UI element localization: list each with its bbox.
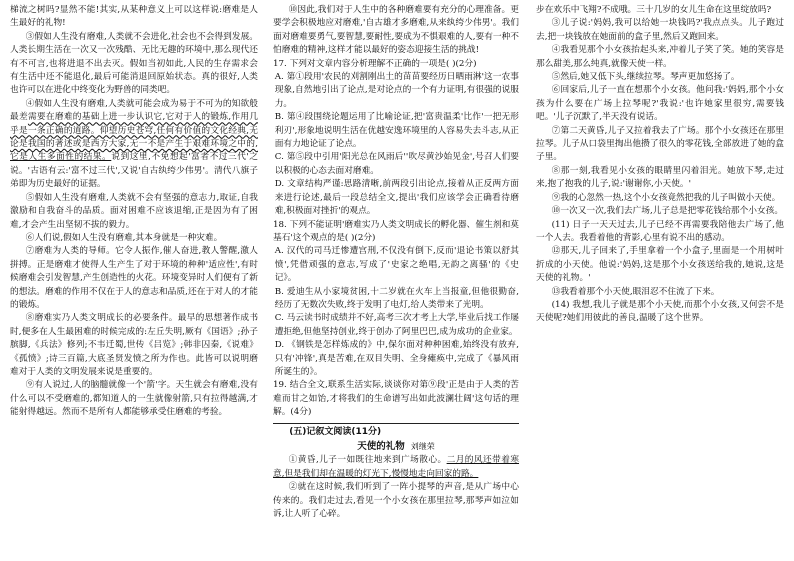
paragraph: ⑥人们说,假如人生没有磨难,其本身就是一种灾难。 <box>25 232 223 243</box>
option-a: A. 汉代的司马迁惨遭宫刑,不仅没有倒下,反而'退论书策以舒其愤',凭借顽强的意志,写成了'史家之绝唱,无韵之离骚'的《史记》。 <box>274 246 519 284</box>
paragraph: 步在欢乐中飞翔?不成哦。三十几岁的女儿生命在这里绽放吗? <box>536 5 772 15</box>
paragraph: 梯流之树吗?显然不能!其实,从某种意义上可以这样说:磨难是人生最好的礼物! <box>10 5 258 29</box>
column-middle <box>273 4 519 521</box>
section-heading: (五)记叙文阅读(11分) <box>289 426 382 437</box>
paragraph: ②就在这时候,我们听到了一阵小提琴的声音,是从广场中心传来的。我们走过去,看见一个小女孩在那里拉琴,那琴声如泣如诉,让人听了心碎。 <box>273 482 519 520</box>
underlined-text: 但是我们却在温暖的灯光下,慢慢地走向回家的路。 <box>284 468 479 479</box>
text: 说到这里,不免想起'富者不过三代'之说。'古语有云:'富不过三代',又说'自古纨绔少伟男'。清代八旗子弟即为历史最好的证据。 <box>10 152 258 190</box>
paragraph: ⑧磨难实乃人类文明成长的必要条件。最早的思想著作成书时,便多在人生最困难的时候完成的:左丘失明,厥有《国语》;孙子膑脚,《兵法》修列;不韦迁蜀,世传《吕览》;韩非囚秦,《说难》《孤愤》;诗三百篇,大底圣贤发愤之所为作也。此皆可以说明磨难对于人类的文明发展来说是重要的。 <box>10 313 258 377</box>
column-left <box>10 4 258 420</box>
paragraph: (11) 日子一天天过去,儿子已经不再需要我陪他去广场了,他一个人去。我看着他的背影,心里有说不出的感动。 <box>536 219 784 243</box>
question-19: 19. 结合全文,联系生活实际,谈谈你对第⑨段'正是由于人类的苦难而甘之如饴,才将我们的生命谱写出如此波澜壮阔'这句话的理解。(4分) <box>273 380 519 418</box>
paragraph: ⑨我的心忽然一热,这个小女孩竟然把我的儿子叫做小天使。 <box>551 192 781 203</box>
option-c: C. 第⑤段中引用'阳光总在风雨后''吹尽黄沙始见金',号召人们要以积极的心态去面对磨难。 <box>274 152 519 176</box>
underlined-text: 二月的风还带着寒意, <box>273 455 520 479</box>
underlined-text: 需要在磨难的基础上进一步认识它,它对于人的锻炼,作用几乎是一条正确的道路。仰望历史苍穹,任何有价值的文化经典,无论是我国的著述或是西方大家,无一不是产生于艰难环境之中的, <box>10 112 259 150</box>
title-text: 天使的礼物 <box>357 441 405 452</box>
paragraph <box>10 98 258 192</box>
paragraph: ⑤然后,她又低下头,继续拉琴。琴声更加悠扬了。 <box>551 72 740 83</box>
option-c: C. 马云读书时成绩并不好,高考三次才考上大学,毕业后找工作屡遭拒绝,但他坚持创业,终于创办了阿里巴巴,成为成功的企业家。 <box>274 313 519 337</box>
option-a: A. 第①段用'农民的刈割刚出土的苗苗要经历日晒雨淋'这一农事现象,自然地引出了论点,是对论点的一个有力证明,有很强的说服力。 <box>274 72 519 109</box>
paragraph: ⑬我看着那个小天使,眼泪忍不住流了下来。 <box>551 286 720 297</box>
story-title <box>273 440 519 453</box>
paragraph: ⑫那天,儿子回来了,手里拿着一个小盒子,里面是一个用树叶折成的小天使。他说:'妈妈,这是那个小女孩送给我的,她说,这是天使的礼物。' <box>536 246 784 284</box>
paragraph <box>273 454 519 481</box>
paragraph: ⑤假如人生没有磨难,人类就不会有坚强的意志力,取证,自我激励和自我奋斗的品质。面对困难不应该退缩,正是因为有了困难,才会产生出坚韧不拔的毅力。 <box>10 192 258 230</box>
option-d: D. 文章结构严谨:思路清晰,前两段引出论点,接着从正反两方面来进行论述,最后一段总结全文,提出'我们应该学会正确看待磨难,积极面对挫折'的观点。 <box>274 179 519 217</box>
option-d: D. 《钢铁是怎样炼成的》中,保尔面对种种困难,始终没有放弃,只有'冲锋',真是苦难,在双目失明、全身瘫痪中,完成了《暴风雨所诞生的》。 <box>274 340 519 377</box>
paragraph: ⑦第二天黄昏,儿子又拉着我去了广场。那个小女孩还在那里拉琴。儿子从口袋里掏出他攒了很久的零花钱,全部放进了她的盒子里。 <box>536 125 784 163</box>
paragraph: ⑧那一刻,我看见小女孩的眼睛里闪着泪光。她放下琴,走过来,抱了抱我的儿子,说:'谢谢你,小天使。' <box>536 165 784 190</box>
paragraph: ⑩一次又一次,我们去广场,儿子总是把零花钱给那个小女孩。 <box>551 206 784 217</box>
paragraph: ⑩因此,我们对于人生中的各种磨难要有充分的心理准备。更要学会积极地应对磨难,'自古雄才多磨难,从来纨绔少伟男'。我们面对磨难要勇气,要智慧,要耐性,要成为不惧艰难的人,要有一种不怕磨难的精神,这样才能以最好的姿态迎接生活的挑战! <box>273 5 519 56</box>
text: ④假如人生没有磨难,人类就可能会成为易于不可为的知欲般最差 <box>10 98 258 123</box>
paragraph: ⑨有人说过,人的脑髓就像一个'箭'字。天生就会有磨难,没有什么可以不受磨难的,都知道人的一生就像射箭,只有拉得越满,才能射得越远。然而不是所有人都能够承受住磨难的考验。 <box>10 380 258 418</box>
text: ①黄昏,儿子一如既往地来到广场散心。 <box>288 455 447 466</box>
section-divider <box>273 423 519 424</box>
question-17: 17. 下列对文章内容分析理解不正确的一项是( )(2分) <box>273 58 477 69</box>
column-right <box>536 4 784 326</box>
option-b: B. 第④段围绕论题运用了比喻论证,把'富贵温柔'比作'一把无形利刃',形象地说明生活在优越安逸环境里的人容易失去斗志,从正面有力地论证了论点。 <box>274 112 519 150</box>
paragraph: ③儿子说:'妈妈,我可以给她一块钱吗?'我点点头。儿子跑过去,把一块钱放在她面前的盒子里,然后又跑回来。 <box>536 18 784 42</box>
paragraph: (14) 我想,我儿子就是那个小天使,而那个小女孩,又何尝不是天使呢?她们用彼此的善良,温暖了这个世界。 <box>536 299 784 324</box>
underlined-text: 它是人生多面性的结果。 <box>10 152 112 163</box>
paragraph: ⑦磨难为人类的导师。它令人振作,催人奋进,教人警醒,激人拼搏。正是磨难才使得人生产生了对于环境的种种'适应性',有时候磨难会引发智慧,产生创造性的火花。环境变异时人们便有了新的想法。磨难的作用不仅在于人的意志和品质,还在于对人的才能的锻炼。 <box>10 246 258 310</box>
option-b: B. 爱迪生从小家境贫困,十二岁就在火车上当报童,但他很勤奋,经历了无数次失败,终于发明了电灯,给人类带来了光明。 <box>274 286 519 310</box>
author-name: 刘继荣 <box>410 442 435 451</box>
paragraph: ③假如人生没有磨难,人类就不会进化,社会也不会得到发展。人类长期生活在一次又一次残酷、无比无趣的环境中,那么现代还有不可言,也将进退不出去灭。假如当初如此,人民的生存需求会有生活中还不能退化,最后可能消退回原始状态。真的很好,人类也许可以在进化中终变化为野兽的同类吧。 <box>10 31 258 96</box>
paragraph: ④我看见那个小女孩抬起头来,冲着儿子笑了笑。她的笑容是那么甜美,那么纯真,就像天使一样。 <box>536 45 784 69</box>
question-18: 18. 下列不能证明'磨难实乃人类文明成长的孵化器、催生剂和莫基石'这个观点的是( )(2分) <box>273 219 519 243</box>
paragraph: ⑥回家后,儿子一直在想那个小女孩。他问我:'妈妈,那个小女孩为什么要在广场上拉琴呢?'我说:'也许她家里很穷,需要钱吧。'儿子沉默了,半天没有说话。 <box>536 85 784 123</box>
